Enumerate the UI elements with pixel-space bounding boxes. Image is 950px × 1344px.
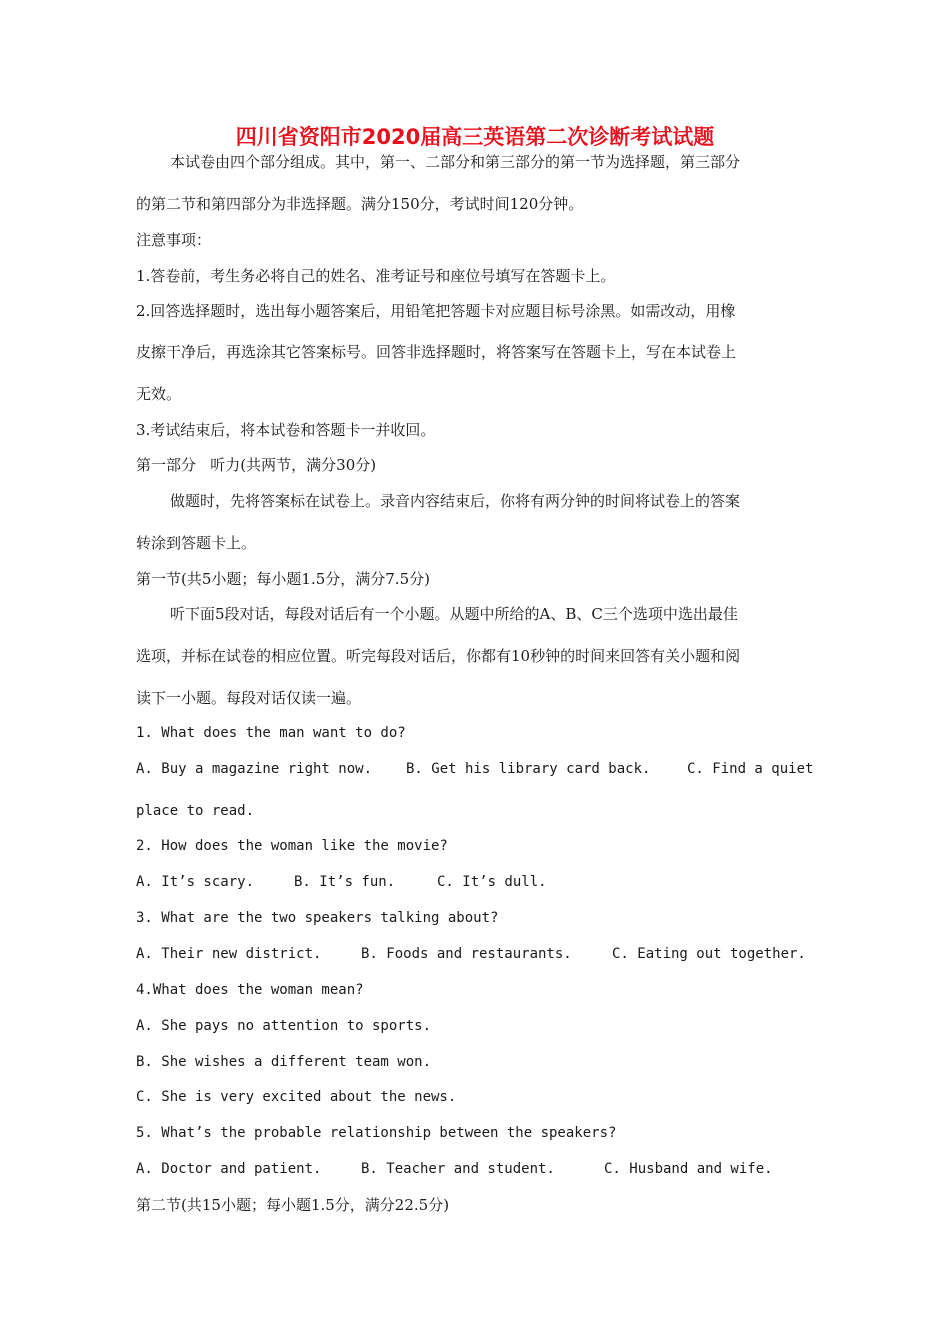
part1-heading: 第一部分 听力(共两节，满分30分) xyxy=(136,456,377,474)
question-2-stem: 2. How does the woman like the movie? xyxy=(136,838,448,854)
section1-instruction-line-1: 听下面5段对话，每段对话后有一个小题。从题中所给的A、B、C三个选项中选出最佳 xyxy=(170,605,738,623)
question-2-option-c: C. It’s dull. xyxy=(437,874,547,890)
question-1-option-c: C. Find a quiet xyxy=(687,761,814,777)
notice-item-1: 1.答卷前，考生务必将自己的姓名、准考证号和座位号填写在答题卡上。 xyxy=(136,267,616,285)
question-4-option-b: B. She wishes a different team won. xyxy=(136,1054,432,1070)
question-3-option-c: C. Eating out together. xyxy=(612,946,806,962)
question-1-option-c-continued: place to read. xyxy=(136,803,255,819)
notice-item-3: 3.考试结束后，将本试卷和答题卡一并收回。 xyxy=(136,421,436,439)
question-5-stem: 5. What’s the probable relationship between the speakers? xyxy=(136,1125,617,1141)
section1-instruction-line-2: 选项，并标在试卷的相应位置。听完每段对话后，你都有10秒钟的时间来回答有关小题和阅 xyxy=(136,647,741,665)
notice-heading: 注意事项： xyxy=(136,231,212,249)
question-2-option-b: B. It’s fun. xyxy=(294,874,396,890)
question-5-option-a: A. Doctor and patient. xyxy=(136,1161,322,1177)
question-1-option-a: A. Buy a magazine right now. xyxy=(136,761,373,777)
question-3-options xyxy=(136,944,816,964)
question-5-option-c: C. Husband and wife. xyxy=(604,1161,773,1177)
section2-heading: 第二节(共15小题；每小题1.5分，满分22.5分) xyxy=(136,1196,450,1214)
page-title: 四川省资阳市2020届高三英语第二次诊断考试试题 xyxy=(235,125,715,149)
question-2-option-a: A. It’s scary. xyxy=(136,874,255,890)
section1-instruction-line-3: 读下一小题。每段对话仅读一遍。 xyxy=(136,689,362,707)
question-3-stem: 3. What are the two speakers talking about? xyxy=(136,910,499,926)
question-5-options xyxy=(136,1159,816,1179)
notice-item-2-line-2: 皮擦干净后，再选涂其它答案标号。回答非选择题时，将答案写在答题卡上，写在本试卷上 xyxy=(136,343,737,361)
question-4-stem: 4.What does the woman mean? xyxy=(136,982,364,998)
question-2-options xyxy=(136,872,816,892)
part1-instruction-line-2: 转涂到答题卡上。 xyxy=(136,534,257,552)
question-3-option-b: B. Foods and restaurants. xyxy=(361,946,572,962)
question-5-option-b: B. Teacher and student. xyxy=(361,1161,555,1177)
question-3-option-a: A. Their new district. xyxy=(136,946,322,962)
intro-line-2: 的第二节和第四部分为非选择题。满分150分，考试时间120分钟。 xyxy=(136,195,584,213)
part1-instruction-line-1: 做题时，先将答案标在试卷上。录音内容结束后，你将有两分钟的时间将试卷上的答案 xyxy=(170,492,741,510)
question-4-option-a: A. She pays no attention to sports. xyxy=(136,1018,432,1034)
question-1-stem: 1. What does the man want to do? xyxy=(136,725,406,741)
notice-item-2-line-3: 无效。 xyxy=(136,385,182,403)
notice-item-2-line-1: 2.回答选择题时，选出每小题答案后，用铅笔把答题卡对应题目标号涂黑。如需改动，用橡 xyxy=(136,302,736,320)
question-1-options xyxy=(136,759,816,779)
section1-heading: 第一节(共5小题；每小题1.5分，满分7.5分) xyxy=(136,570,430,588)
question-1-option-b: B. Get his library card back. xyxy=(406,761,651,777)
question-4-option-c: C. She is very excited about the news. xyxy=(136,1089,457,1105)
intro-line-1: 本试卷由四个部分组成。其中，第一、二部分和第三部分的第一节为选择题，第三部分 xyxy=(170,153,741,171)
